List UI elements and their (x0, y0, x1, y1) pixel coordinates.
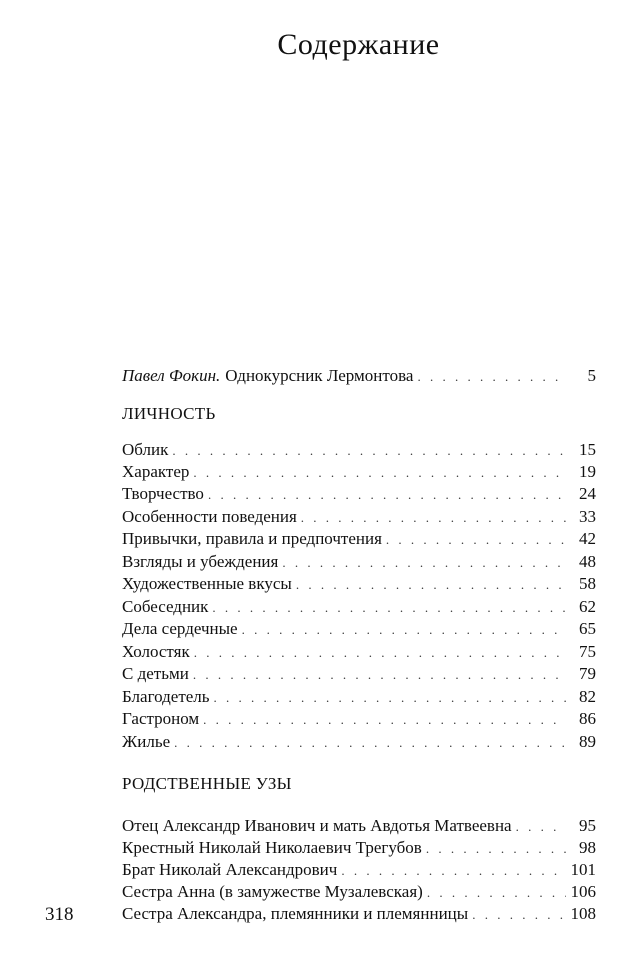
toc-entry[interactable] (122, 507, 596, 529)
leader-dots (242, 622, 566, 638)
toc-entry[interactable] (122, 709, 596, 731)
leader-dots (301, 510, 566, 526)
toc-entry-page: 24 (579, 484, 596, 503)
leader-dots (516, 819, 566, 835)
toc-entry-page: 82 (579, 687, 596, 706)
toc-intro-entry[interactable] (122, 366, 596, 388)
leader-dots (282, 555, 566, 571)
page-number: 318 (45, 904, 74, 925)
toc-entry[interactable] (122, 664, 596, 686)
leader-dots (417, 369, 566, 385)
toc-entry-label: Особенности поведения (122, 507, 297, 526)
toc-entry-page: 101 (570, 860, 596, 879)
toc-entry-page: 108 (570, 904, 596, 923)
page-title: Содержание (277, 28, 440, 61)
toc-entry-label: Привычки, правила и предпочтения (122, 529, 382, 548)
toc-entry-label: Холостяк (122, 642, 190, 661)
intro-label: Однокурсник Лермонтова (225, 366, 414, 385)
leader-dots (193, 465, 566, 481)
toc-entry[interactable] (122, 838, 596, 860)
toc-entry[interactable] (122, 440, 596, 462)
toc-entry[interactable] (122, 462, 596, 484)
toc-entry-page: 48 (579, 552, 596, 571)
toc-entry-label: Творчество (122, 484, 204, 503)
toc-entry-label: Благодетель (122, 687, 210, 706)
toc-entry-label: Облик (122, 440, 169, 459)
toc-entry-label: Крестный Николай Николаевич Трегубов (122, 838, 422, 857)
leader-dots (427, 885, 566, 901)
toc-entry[interactable] (122, 597, 596, 619)
toc-entry-page: 65 (579, 619, 596, 638)
toc-entry-label: Гастроном (122, 709, 200, 728)
toc-entry-page: 42 (579, 529, 596, 548)
leader-dots (296, 577, 566, 593)
section-title-lichnost: ЛИЧНОСТЬ (122, 404, 216, 423)
toc-entry-label: Художественные вкусы (122, 574, 292, 593)
toc-entry[interactable] (122, 484, 596, 506)
toc-entry-page: 58 (579, 574, 596, 593)
toc-entry-page: 79 (579, 664, 596, 683)
toc-entry-page: 15 (579, 440, 596, 459)
toc-entry-label: Отец Александр Иванович и мать Авдотья Матвеевна (122, 816, 512, 835)
toc-entry-label: С детьми (122, 664, 189, 683)
leader-dots (426, 841, 566, 857)
toc-entry[interactable] (122, 642, 596, 664)
toc-entry-page: 33 (579, 507, 596, 526)
toc-entry-label: Жилье (122, 732, 171, 751)
toc-entry-page: 89 (579, 732, 596, 751)
toc-entry[interactable] (122, 687, 596, 709)
toc-entry-page: 86 (579, 709, 596, 728)
toc-entry-label: Взгляды и убеждения (122, 552, 279, 571)
toc-entry-page: 19 (579, 462, 596, 481)
toc-entry[interactable] (122, 882, 596, 904)
toc-entry-label: Собеседник (122, 597, 209, 616)
toc-entry-label: Дела сердечные (122, 619, 238, 638)
intro-page-number: 5 (587, 366, 596, 385)
toc-entry-page: 98 (579, 838, 596, 857)
toc-entry-page: 95 (579, 816, 596, 835)
leader-dots (208, 487, 566, 503)
toc-entry-page: 106 (570, 882, 596, 901)
leader-dots (212, 600, 566, 616)
leader-dots (472, 907, 566, 923)
intro-author: Павел Фокин. (122, 366, 221, 385)
toc-entry[interactable] (122, 529, 596, 551)
leader-dots (194, 645, 566, 661)
leader-dots (386, 532, 566, 548)
toc-entry-page: 75 (579, 642, 596, 661)
leader-dots (174, 735, 566, 751)
section-title-rodstvennye-uzy: РОДСТВЕННЫЕ УЗЫ (122, 774, 292, 793)
toc-entry-label: Сестра Александра, племянники и племянницы (122, 904, 469, 923)
toc-entry-page: 62 (579, 597, 596, 616)
toc-entry[interactable] (122, 904, 596, 926)
leader-dots (341, 863, 566, 879)
toc-entry-label: Брат Николай Александрович (122, 860, 338, 879)
toc-entry[interactable] (122, 552, 596, 574)
toc-entry[interactable] (122, 732, 596, 754)
toc-entry-label: Сестра Анна (в замужестве Музалевская) (122, 882, 423, 901)
leader-dots (172, 443, 566, 459)
leader-dots (203, 712, 566, 728)
toc-entry[interactable] (122, 860, 596, 882)
toc-entry[interactable] (122, 619, 596, 641)
toc-entry[interactable] (122, 816, 596, 838)
toc-entry-label: Характер (122, 462, 190, 481)
toc-entry[interactable] (122, 574, 596, 596)
leader-dots (193, 667, 566, 683)
leader-dots (214, 690, 566, 706)
